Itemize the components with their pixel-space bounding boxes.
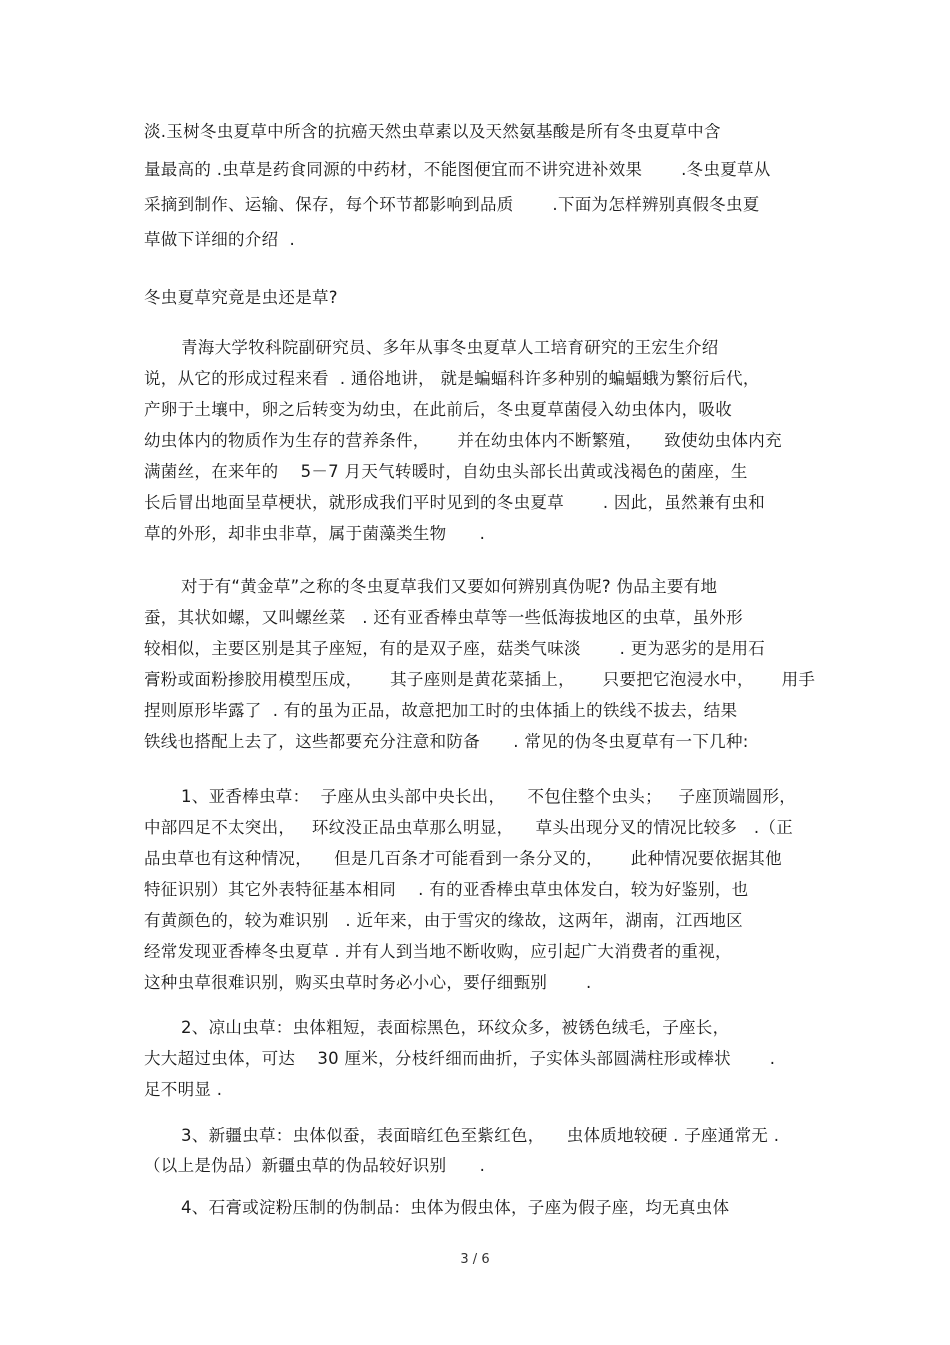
text-line: 说，从它的形成过程来看 . 通俗地讲， 就是蝙蝠科许多种别的蝙蝠蛾为繁衍后代， xyxy=(144,369,760,388)
text-line: 幼虫体内的物质作为生存的营养条件， 并在幼虫体内不断繁殖， 致使幼虫体内充 xyxy=(144,431,782,450)
text-line: 有黄颜色的，较为难识别 . 近年来，由于雪灾的缘故，这两年，湖南，江西地区 xyxy=(144,911,743,930)
text-line: 草的外形，却非虫非草，属于菌藻类生物 . xyxy=(144,524,486,543)
text-line: 2、凉山虫草：虫体粗短，表面棕黑色，环纹众多，被锈色绒毛，子座长， xyxy=(181,1018,730,1037)
text-line: 采摘到制作、运输、保存，每个环节都影响到品质 .下面为怎样辨别真假冬虫夏 xyxy=(144,195,760,214)
text-line: 大大超过虫体，可达 30 厘米，分枝纤细而曲折，子实体头部圆满柱形或棒状 . xyxy=(144,1049,776,1068)
text-line: 青海大学牧科院副研究员、多年从事冬虫夏草人工培育研究的王宏生介绍 xyxy=(181,338,719,357)
text-line: 3、新疆虫草：虫体似蚕，表面暗红色至紫红色， 虫体质地较硬 . 子座通常无 . xyxy=(181,1126,780,1145)
text-line: 足不明显 . xyxy=(144,1080,223,1099)
text-line: 4、石膏或淀粉压制的伪制品：虫体为假虫体，子座为假子座，均无真虫体 xyxy=(181,1198,730,1217)
text-line: 经常发现亚香棒冬虫夏草 . 并有人到当地不断收购，应引起广大消费者的重视， xyxy=(144,942,732,961)
section-heading: 冬虫夏草究竟是虫还是草? xyxy=(144,288,338,307)
text-line: 满菌丝，在来年的 5－7 月天气转暖时，自幼虫头部长出黄或浅褐色的菌座，生 xyxy=(144,462,748,481)
text-line: 品虫草也有这种情况， 但是几百条才可能看到一条分叉的， 此种情况要依据其他 xyxy=(144,849,782,868)
text-line: 膏粉或面粉掺胶用模型压成， 其子座则是黄花菜插上， 只要把它泡浸水中， 用手 xyxy=(144,670,816,689)
text-line: 捏则原形毕露了 . 有的虽为正品，故意把加工时的虫体插上的铁线不拔去，结果 xyxy=(144,701,738,720)
text-line: 对于有“黄金草”之称的冬虫夏草我们又要如何辨别真伪呢? 伪品主要有地 xyxy=(181,577,718,596)
text-line: 长后冒出地面呈草梗状，就形成我们平时见到的冬虫夏草 . 因此，虽然兼有虫和 xyxy=(144,493,766,512)
text-line: 1、亚香棒虫草： 子座从虫头部中央长出， 不包住整个虫头； 子座顶端圆形， xyxy=(181,787,797,806)
text-line: （以上是伪品）新疆虫草的伪品较好识别 . xyxy=(144,1156,486,1175)
text-line: 产卵于土壤中，卵之后转变为幼虫，在此前后，冬虫夏草菌侵入幼虫体内，吸收 xyxy=(144,400,732,419)
text-line: 量最高的 .虫草是药食同源的中药材，不能图便宜而不讲究进补效果 .冬虫夏草从 xyxy=(144,160,771,179)
text-line: 蚕，其状如螺，又叫螺丝菜 . 还有亚香棒虫草等一些低海拔地区的虫草，虽外形 xyxy=(144,608,743,627)
text-line: 中部四足不太突出， 环纹没正品虫草那么明显， 草头出现分叉的情况比较多 .（正 xyxy=(144,818,793,837)
page-number: 3 / 6 xyxy=(460,1252,490,1267)
text-line: 特征识别）其它外表特征基本相同 . 有的亚香棒虫草虫体发白，较为好鉴别，也 xyxy=(144,880,749,899)
text-line: 草做下详细的介绍 . xyxy=(144,230,296,249)
text-line: 铁线也搭配上去了，这些都要充分注意和防备 . 常见的伪冬虫夏草有一下几种: xyxy=(144,732,749,751)
text-line: 淡.玉树冬虫夏草中所含的抗癌天然虫草素以及天然氨基酸是所有冬虫夏草中含 xyxy=(144,122,721,141)
text-line: 这种虫草很难识别，购买虫草时务必小心，要仔细甄别 . xyxy=(144,973,592,992)
text-line: 较相似，主要区别是其子座短，有的是双子座，菇类气味淡 . 更为恶劣的是用石 xyxy=(144,639,766,658)
